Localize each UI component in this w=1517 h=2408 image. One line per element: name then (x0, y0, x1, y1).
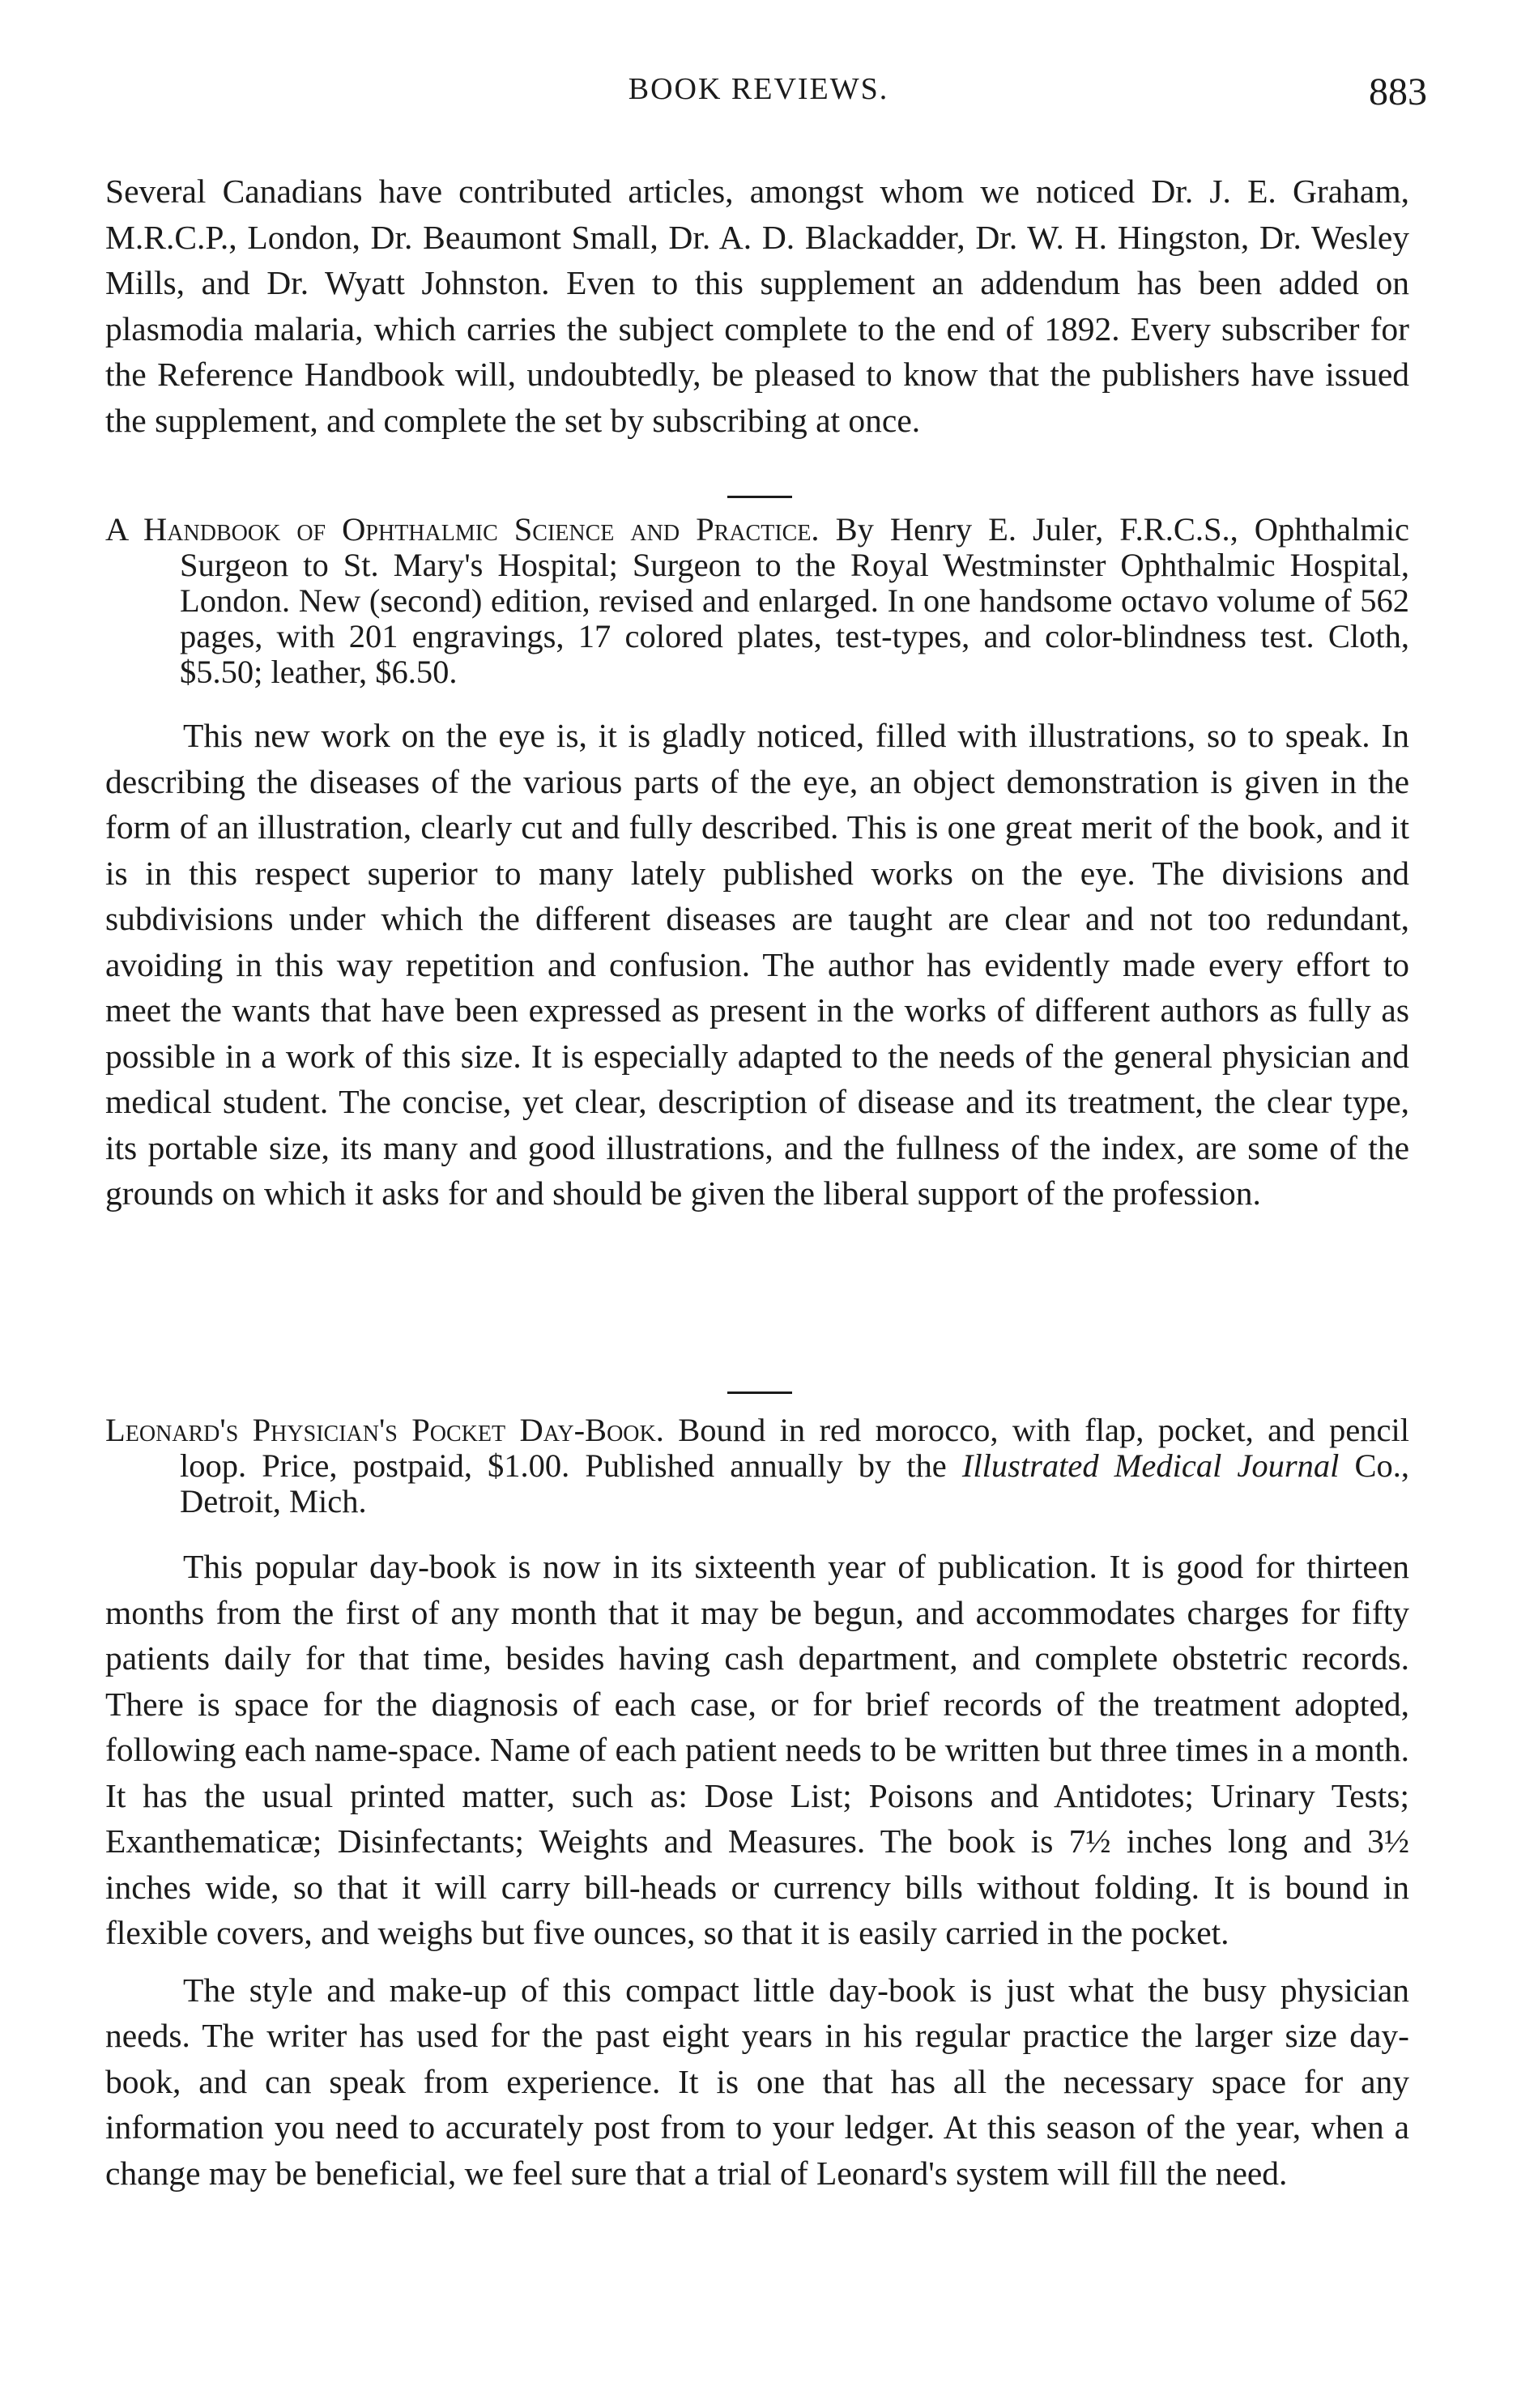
review-entry-heading (105, 1413, 1409, 1519)
running-head: BOOK REVIEWS. (628, 72, 889, 106)
review-day-book (105, 1413, 1409, 2196)
section-divider (727, 496, 792, 498)
book-title: A Handbook of Ophthalmic Science and Practice. (105, 511, 820, 548)
review-body: This popular day-book is now in its sixteenth year of publication. It is good for thirteen months from the first of any month that it may be begun, and accommodates charges for fifty patients daily for that time, besides having cash department, and complete obstetric records. There is space for the diagnosis of each case, or for brief records of the treatment adopted, following each name-space. Name of each patient needs to be written but three times in a month. It has the usual printed matter, such as: Dose List; Poisons and Antidotes; Urinary Tests; Exanthematicæ; Disinfectants; Weights and Measures. The book is 7½ inches long and 3½ inches wide, so that it will carry bill-heads or currency bills without folding. It is bound in flexible covers, and weighs but five ounces, so that it is easily carried in the pocket. (105, 1548, 1409, 1951)
book-details: By Henry E. Juler, F.R.C.S., Ophthalmic Surgeon to St. Mary's Hospital; Surgeon to the Royal Westminster Ophthalmic Hospital, London. New (second) edition, revised and enlarged. In one handsome octavo volume of 562 pages, with 201 engravings, 17 colored plates, test-types, and color-blindness test. Cloth, $5.50; leather, $6.50. (180, 511, 1410, 690)
intro-section (105, 168, 1409, 443)
review-entry-heading (105, 512, 1409, 690)
review-body: The style and make-up of this compact little day-book is just what the busy physician needs. The writer has used for the past eight years in his regular practice the larger size day-book, and can speak from experience. It is one that has all the necessary space for any information you need to accurately post from to your ledger. At this season of the year, when a change may be beneficial, we feel sure that a trial of Leonard's system will fill the need. (105, 1971, 1409, 2192)
journal-title: Illustrated Medical Journal (961, 1447, 1340, 1484)
review-ophthalmic (105, 512, 1409, 1217)
section-divider (727, 1392, 792, 1394)
book-details: Bound in red morocco, with flap, pocket, and pencil loop. Price, postpaid, $1.00. Published annually by the (180, 1412, 1409, 1484)
review-body: This new work on the eye is, it is gladly noticed, filled with illustrations, so to speak. In describing the diseases of the various parts of the eye, an object demonstration is given in the form of an illustration, clearly cut and fully described. This is one great merit of the book, and it is in this respect superior to many lately published works on the eye. The divisions and subdivisions under which the different diseases are taught are clear and not too redundant, avoiding in this way repetition and confusion. The author has evidently made every effort to meet the wants that have been expressed as present in the works of different authors as fully as possible in a work of this size. It is especially adapted to the needs of the general physician and medical student. The concise, yet clear, description of disease and its treatment, the clear type, its portable size, its many and good illustrations, and the fullness of the index, are some of the grounds on which it asks for and should be given the liberal support of the profession. (105, 717, 1409, 1212)
book-details-end: Co., Detroit, Mich. (180, 1447, 1409, 1519)
book-title: Leonard's Physician's Pocket Day-Book. (105, 1412, 664, 1448)
page-number: 883 (1369, 70, 1427, 113)
intro-paragraph: Several Canadians have contributed articles, amongst whom we noticed Dr. J. E. Graham, M.R.C.P., London, Dr. Beaumont Small, Dr. A. D. Blackadder, Dr. W. H. Hingston, Dr. Wesley Mills, and Dr. Wyatt Johnston. Even to this supplement an addendum has been added on plasmodia malaria, which carries the subject complete to the end of 1892. Every subscriber for the Reference Handbook will, undoubtedly, be pleased to know that the publishers have issued the supplement, and complete the set by subscribing at once. (105, 173, 1409, 439)
